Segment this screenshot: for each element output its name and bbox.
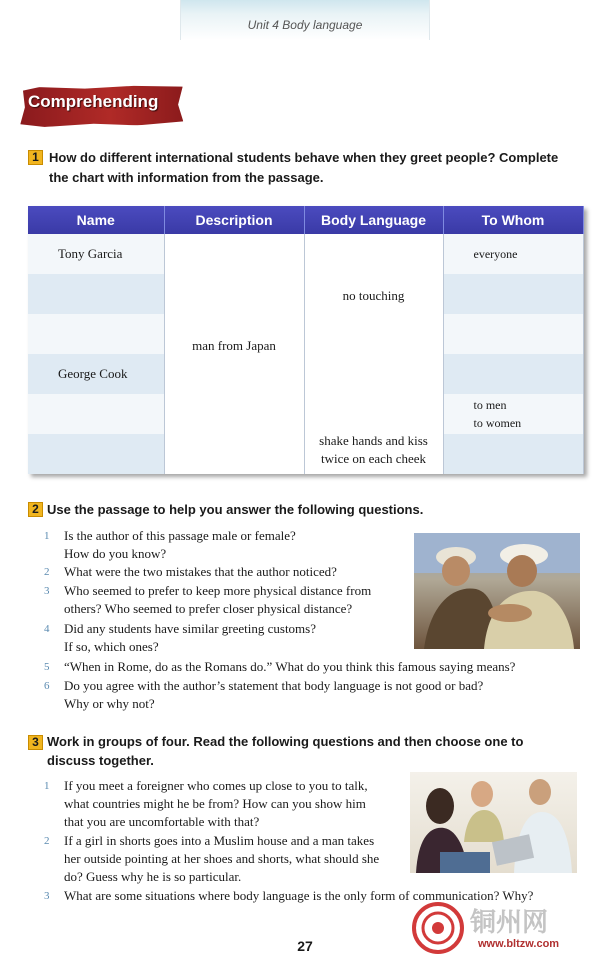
question-3-line-2: discuss together. bbox=[47, 753, 154, 768]
watermark-url: www.bltzw.com bbox=[478, 938, 560, 950]
item-number: 5 bbox=[44, 661, 50, 673]
chart-cell-whom bbox=[443, 274, 583, 314]
item-text: others? Who seemed to prefer closer physical distance? bbox=[64, 601, 353, 616]
body-entry-2b: twice on each cheek bbox=[320, 451, 427, 466]
item-number: 2 bbox=[44, 566, 50, 578]
item-number: 1 bbox=[44, 780, 50, 792]
item-text: that you are uncomfortable with that? bbox=[64, 814, 260, 829]
item-number: 3 bbox=[44, 890, 50, 902]
item-number: 6 bbox=[44, 680, 50, 692]
chart-cell-name bbox=[28, 314, 164, 354]
item-text: Why or why not? bbox=[64, 696, 155, 711]
chart-cell-body-language bbox=[304, 234, 443, 474]
watermark-seal-icon bbox=[410, 900, 466, 956]
item-text: her outside pointing at her shoes and shorts, what should she bbox=[64, 851, 380, 866]
item-text: If so, which ones? bbox=[64, 639, 159, 654]
chart-header-to-whom: To Whom bbox=[443, 206, 583, 234]
watermark-text: 铜州网 bbox=[470, 908, 549, 938]
question-2-text: Use the passage to help you answer the following questions. bbox=[47, 502, 424, 517]
question-1-line-2: the chart with information from the passage. bbox=[49, 170, 324, 185]
chart-cell-name bbox=[28, 434, 164, 474]
question-1-number: 1 bbox=[28, 150, 43, 165]
chart-cell-name: George Cook bbox=[28, 354, 164, 394]
chart-cell-whom bbox=[443, 394, 583, 434]
item-text: If a girl in shorts goes into a Muslim house and a man takes bbox=[64, 833, 375, 848]
question-2-number: 2 bbox=[28, 502, 43, 517]
chart-cell-name bbox=[28, 394, 164, 434]
table-row bbox=[28, 234, 583, 274]
item-text: How do you know? bbox=[64, 546, 167, 561]
section-title: Comprehending bbox=[28, 92, 159, 111]
students-photo-illustration bbox=[410, 772, 577, 873]
description-entry: man from Japan bbox=[192, 338, 276, 353]
page-number: 27 bbox=[297, 938, 313, 954]
greeting-photo bbox=[414, 533, 580, 649]
chart-header-name: Name bbox=[28, 206, 164, 234]
chart-cell-description bbox=[164, 234, 304, 474]
item-text: Did any students have similar greeting customs? bbox=[64, 621, 317, 636]
item-text: Do you agree with the author’s statement that body language is not good or bad? bbox=[64, 678, 484, 693]
chart-header-row bbox=[28, 206, 583, 234]
item-text: what countries might he be from? How can you show him bbox=[64, 796, 366, 811]
chart-header-body-language: Body Language bbox=[304, 206, 443, 234]
item-text: “When in Rome, do as the Romans do.” What do you think this famous saying means? bbox=[64, 659, 516, 674]
item-text: Is the author of this passage male or female? bbox=[64, 528, 296, 543]
whom-women: to women bbox=[473, 416, 522, 430]
item-text: do? Guess why he is so particular. bbox=[64, 869, 242, 884]
chart-cell-name: Tony Garcia bbox=[28, 234, 164, 274]
body-entry-2a: shake hands and kiss bbox=[319, 433, 428, 448]
question-3-line-1: Work in groups of four. Read the following questions and then choose one to bbox=[47, 734, 524, 749]
item-number: 3 bbox=[44, 585, 50, 597]
item-text: What are some situations where body language is the only form of communication? Why? bbox=[64, 888, 534, 903]
whom-men: to men bbox=[473, 398, 507, 412]
item-number: 4 bbox=[44, 623, 50, 635]
item-text: If you meet a foreigner who comes up close to you to talk, bbox=[64, 778, 368, 793]
unit-title: Unit 4 Body language bbox=[247, 18, 363, 32]
chart-cell-name bbox=[28, 274, 164, 314]
item-number: 2 bbox=[44, 835, 50, 847]
chart-cell-whom bbox=[443, 434, 583, 474]
greeting-chart bbox=[28, 206, 584, 474]
item-number: 1 bbox=[44, 530, 50, 542]
chart-cell-whom bbox=[443, 354, 583, 394]
chart-cell-whom: everyone bbox=[443, 234, 583, 274]
item-text: Who seemed to prefer to keep more physical distance from bbox=[64, 583, 372, 598]
item-text: What were the two mistakes that the author noticed? bbox=[64, 564, 337, 579]
body-entry-1: no touching bbox=[342, 288, 405, 303]
question-3-number: 3 bbox=[28, 735, 43, 750]
students-photo bbox=[410, 772, 577, 873]
greeting-photo-illustration bbox=[414, 533, 580, 649]
chart-header-description: Description bbox=[164, 206, 304, 234]
question-1-line-1: How do different international students behave when they greet people? Complete bbox=[49, 150, 559, 165]
chart-cell-whom bbox=[443, 314, 583, 354]
